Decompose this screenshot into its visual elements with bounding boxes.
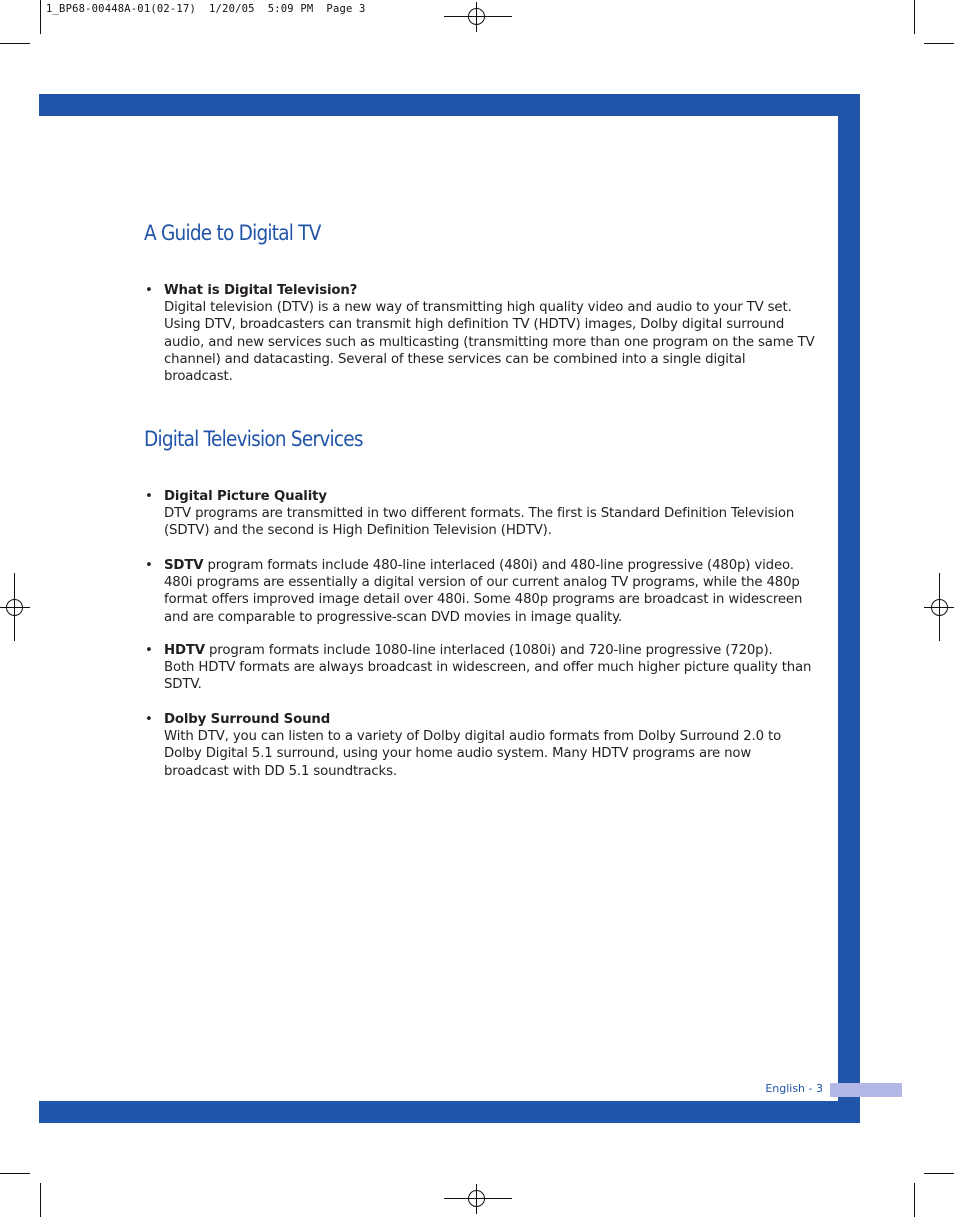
item-first-line-text: program formats include 1080-line interlaced (1080i) and 720-line progressive (720p). <box>204 643 773 658</box>
item-line: channel) and datacasting. Several of these services can be combined into a single digital <box>164 351 746 367</box>
item-line: DTV programs are transmitted in two different formats. The first is Standard Definition Television <box>164 506 795 522</box>
crop-mark-bottom-right-vertical <box>914 1183 915 1217</box>
bullet: • <box>145 283 153 298</box>
item-first-line <box>164 642 789 659</box>
item-line: SDTV. <box>164 677 202 693</box>
registration-mark-left <box>0 573 30 641</box>
registration-mark-right <box>924 573 954 641</box>
bullet: • <box>145 558 153 573</box>
item-first-line-text: program formats include 480-line interlaced (480i) and 480-line progressive (480p) video. <box>203 558 794 573</box>
list-item-sdtv <box>145 557 803 626</box>
crop-mark-bottom-left-horizontal <box>0 1173 30 1174</box>
item-first-line <box>164 557 794 574</box>
section-heading-services: Digital Television Services <box>144 427 363 452</box>
print-slug: 1_BP68-00448A-01(02-17) 1/20/05 5:09 PM Page 3 <box>46 3 366 15</box>
item-line: format offers improved image detail over 480i. Some 480p programs are broadcast in widescreen <box>164 592 803 608</box>
item-line: broadcast. <box>164 369 233 385</box>
item-line: 480i programs are essentially a digital version of our current analog TV programs, while the 480p <box>164 575 800 591</box>
item-line: With DTV, you can listen to a variety of Dolby digital audio formats from Dolby Surround 2.0 to <box>164 729 782 745</box>
bullet: • <box>145 489 153 504</box>
registration-mark-top <box>444 2 512 32</box>
crop-mark-top-left-vertical <box>40 0 41 34</box>
item-line: audio, and new services such as multicasting (transmitting more than one program on the same TV <box>164 334 815 350</box>
item-line: broadcast with DD 5.1 soundtracks. <box>164 763 397 779</box>
crop-mark-bottom-right-horizontal <box>924 1173 954 1174</box>
page-number-label: English - 3 <box>765 1082 823 1095</box>
section-heading-guide: A Guide to Digital TV <box>144 221 321 246</box>
item-lead: What is Digital Television? <box>164 283 358 298</box>
page-number-tab <box>830 1083 902 1097</box>
bullet: • <box>145 643 153 658</box>
item-line: Both HDTV formats are always broadcast in widescreen, and offer much higher picture quality than <box>164 660 812 676</box>
crop-mark-bottom-left-vertical <box>40 1183 41 1217</box>
item-lead: Dolby Surround Sound <box>164 712 331 727</box>
list-item-hdtv <box>145 642 812 694</box>
item-line: Digital television (DTV) is a new way of transmitting high quality video and audio to your TV set. <box>164 300 792 316</box>
page-frame-top-bar <box>39 94 860 116</box>
item-line: Using DTV, broadcasters can transmit high definition TV (HDTV) images, Dolby digital surround <box>164 317 785 333</box>
list-item-picture-quality <box>145 488 795 540</box>
item-inline-lead: HDTV <box>164 643 205 658</box>
list-item-dolby-surround <box>145 711 789 780</box>
crop-mark-top-left-horizontal <box>0 43 30 44</box>
crop-mark-top-right-vertical <box>914 0 915 34</box>
item-inline-lead: SDTV <box>164 558 204 573</box>
item-lead: Digital Picture Quality <box>164 489 327 504</box>
registration-mark-bottom <box>444 1184 512 1214</box>
item-line: Dolby Digital 5.1 surround, using your home audio system. Many HDTV programs are now <box>164 746 752 762</box>
item-line: and are comparable to progressive-scan DVD movies in image quality. <box>164 609 622 625</box>
crop-mark-top-right-horizontal <box>924 43 954 44</box>
page-frame-right-bar <box>838 94 860 1123</box>
item-line: (SDTV) and the second is High Definition Television (HDTV). <box>164 523 552 539</box>
list-item-what-is-dtv <box>145 282 815 385</box>
bullet: • <box>145 712 153 727</box>
page-frame-bottom-bar <box>39 1101 860 1123</box>
